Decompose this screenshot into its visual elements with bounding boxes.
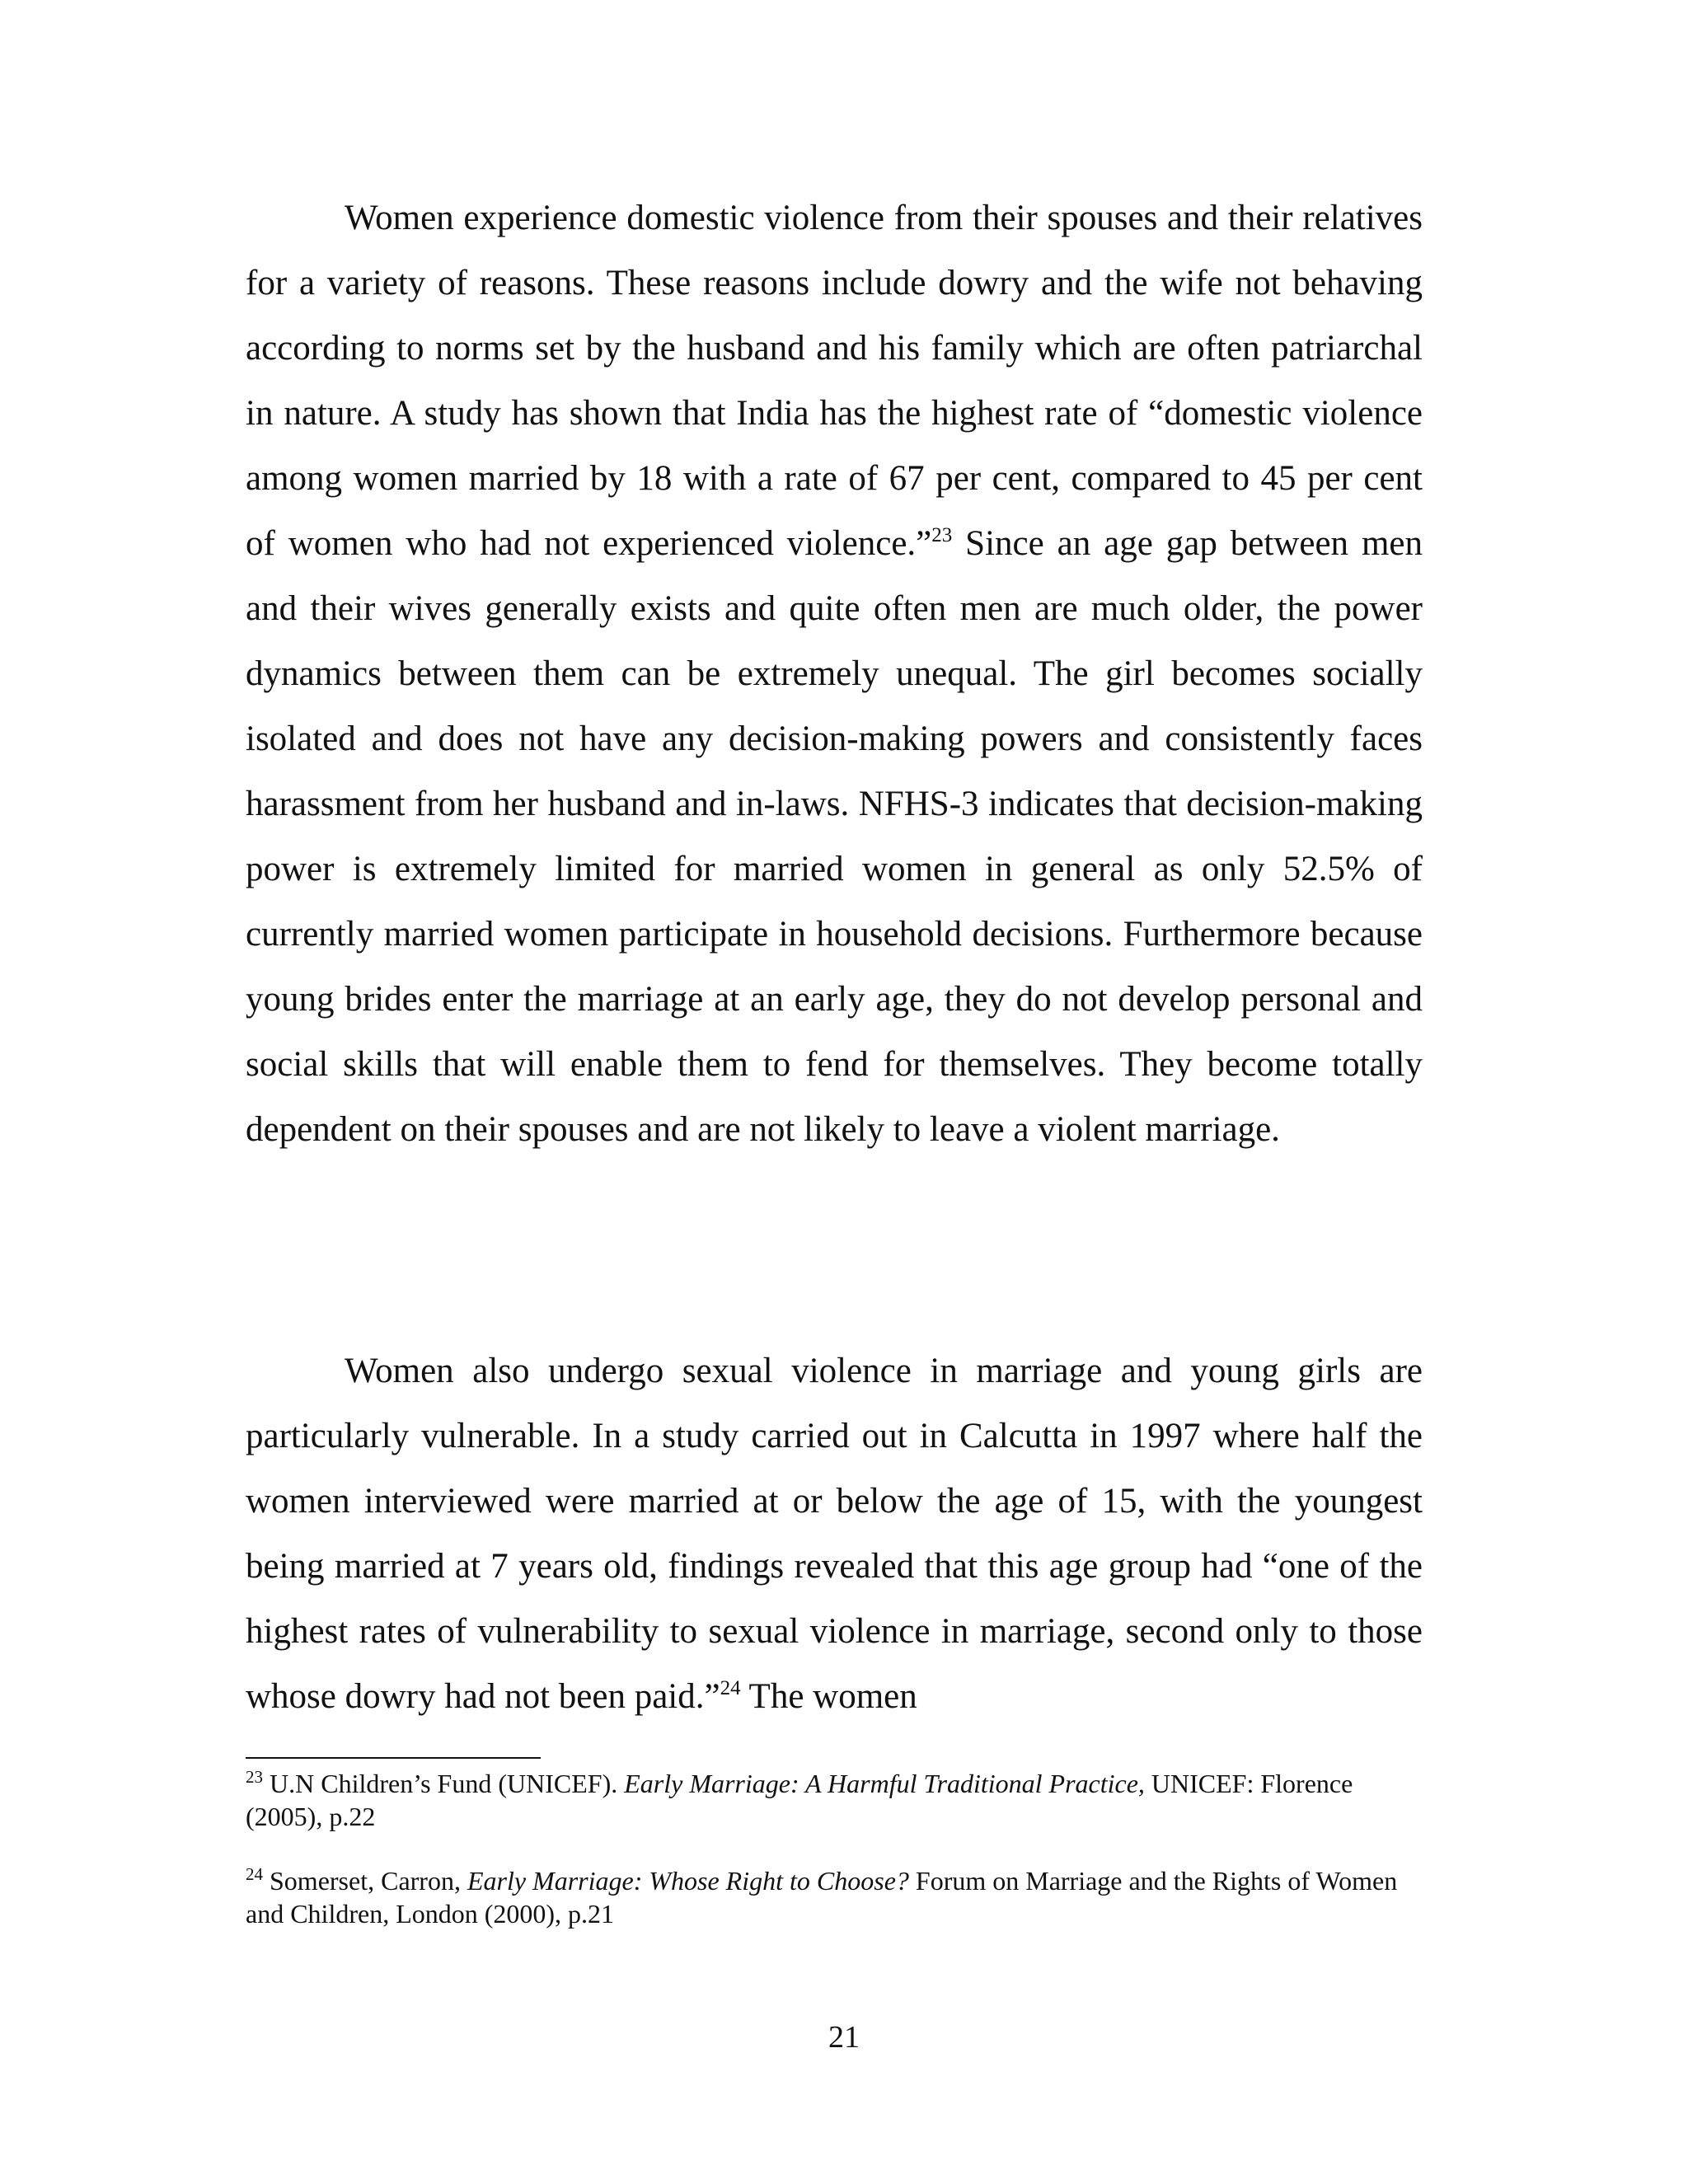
paragraph-1-text-b: Since an age gap between men and their wives generally exists and quite often men are much older, the power dynamics between them can be extremely unequal. The girl becomes socially isolated and does not have any decision-making powers and consistently faces harassment from her husband and in-laws. NFHS-3 indicates that decision-making power is extremely limited for married women in general as only 52.5% of currently married women participate in household decisions. Furthermore because young brides enter the marriage at an early age, they do not develop personal and social skills that will enable them to fend for themselves. They become totally dependent on their spouses and are not likely to leave a violent marriage. bbox=[246, 524, 1423, 1149]
footnote-23 bbox=[246, 1767, 1423, 1833]
page-number: 21 bbox=[828, 2020, 860, 2055]
footnote-text: UNICEF: Florence (2005), p.22 bbox=[246, 1769, 1353, 1831]
body-paragraph-1 bbox=[246, 185, 1423, 1162]
footnote-separator bbox=[246, 1757, 541, 1759]
footnote-reference-24[interactable]: 24 bbox=[720, 1677, 741, 1699]
footnote-number: 24 bbox=[246, 1864, 263, 1884]
footnote-text: Forum on Marriage and the Rights of Women and Children, London (2000), p.21 bbox=[246, 1866, 1398, 1929]
body-paragraph-2 bbox=[246, 1338, 1423, 1729]
footnote-title: Early Marriage: A Harmful Traditional Practice, bbox=[624, 1769, 1145, 1798]
paragraph-1-text-a: Women experience domestic violence from their spouses and their relatives for a variety of reasons. These reasons include dowry and the wife not behaving according to norms set by the husband and his family which are often patriarchal in nature. A study has shown that India has the highest rate of “domestic violence among women married by 18 with a rate of 67 per cent, compared to 45 per cent of women who had not experienced violence.” bbox=[246, 199, 1423, 563]
footnote-text: U.N Children’s Fund (UNICEF). bbox=[263, 1769, 625, 1798]
footnote-number: 23 bbox=[246, 1767, 263, 1787]
footnote-text: Somerset, Carron, bbox=[263, 1866, 467, 1896]
footnote-reference-23[interactable]: 23 bbox=[931, 524, 953, 546]
footnote-24 bbox=[246, 1864, 1423, 1930]
paragraph-2-text-a: Women also undergo sexual violence in marriage and young girls are particularly vulnerable. In a study carried out in Calcutta in 1997 where half the women interviewed were married at or below the age of 15, with the youngest being married at 7 years old, findings revealed that this age group had “one of the highest rates of vulnerability to sexual violence in marriage, second only to those whose dowry had not been paid.” bbox=[246, 1352, 1423, 1716]
paragraph-2-text-b: The women bbox=[740, 1677, 917, 1716]
footnote-title: Early Marriage: Whose Right to Choose? bbox=[467, 1866, 909, 1896]
paragraph-text bbox=[246, 1338, 1423, 1729]
paragraph-text bbox=[246, 185, 1423, 1162]
